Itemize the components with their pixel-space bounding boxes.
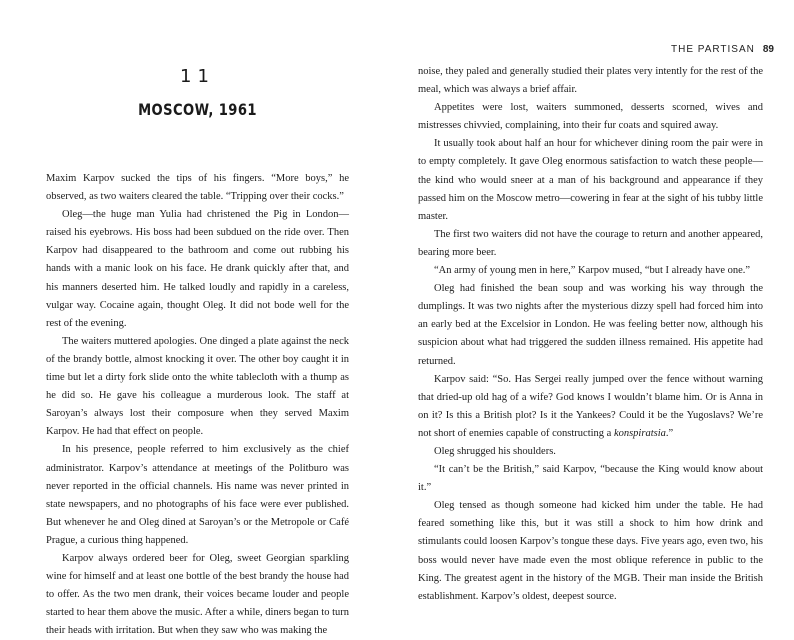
paragraph: In his presence, people referred to him exclusively as the chief administrator. Karpov’s attendance at meetings of the Politburo was never reported in the official channels. His name was never printed in state newspapers, and no photographs of his face were ever published. But whenever he and Oleg dined at Saroyan’s or the Metropole or Café Prague, a curious thing happened. [46,444,349,546]
paragraph: Karpov always ordered beer for Oleg, sweet Georgian sparkling wine for himself and at least one bottle of the best brandy the house had to offer. As the two men drank, their voices became louder and people started to hear them above the music. After a while, diners began to turn their heads with irritation. But when they saw who was making the [46,552,349,637]
left-page-body [46,170,349,640]
running-head [671,44,774,55]
paragraph-continued: noise, they paled and generally studied their plates very intently for the rest of the meal, which was always a brief affair. [418,66,763,96]
running-head-title: THE PARTISAN [671,44,755,55]
paragraph: The waiters muttered apologies. One dinged a plate against the neck of the brandy bottle, almost knocking it over. The other boy caught it in time but let a dirty fork slide onto the white tablecloth with a thump as he did so. He gave his colleague a murderous look. The staff at Saroyan’s always lost their composure when they served Maxim Karpov. He had that effect on people. [46,335,349,438]
paragraph: Karpov said: “So. Has Sergei really jumped over the fence without warning that dried-up old hag of a wife? God knows I wouldn’t blame him. Or is Anna in on it? Is this a British plot? Is it the Yankees? Could it be the Yugoslavs? We’re not short of enemies capable of constructing a konspiratsia.” [418,373,763,439]
left-page [0,0,397,637]
paragraph: Maxim Karpov sucked the tips of his fingers. “More boys,” he observed, as two waiters cleared the table. “Tripping over their cocks.” [46,173,349,203]
paragraph: It usually took about half an hour for whichever dining room the pair were in to empty completely. It gave Oleg enormous satisfaction to watch these people—the kind who would sneer at a man of his background and appearance if they passed him on the Moscow metro—cowering in fear at the sight of his tubby little master. [418,138,763,222]
paragraph: Oleg—the huge man Yulia had christened the Pig in London—raised his eyebrows. His boss had been subdued on the ride over. Then Karpov had disappeared to the bathroom and come out rubbing his hands with a manic look on his face. He drank quickly after that, and his manners deserted him. He talked loudly and rapidly in a careless, vulgar way. Cocaine again, thought Oleg. It did not bode well for the rest of the evening. [46,209,349,329]
chapter-title: MOSCOW, 1961 [138,100,257,119]
right-page [397,0,794,600]
italic-word: konspiratsia [613,427,666,439]
chapter-number: 11 [180,66,215,87]
paragraph: The first two waiters did not have the courage to return and another appeared, bearing more beer. [418,228,763,258]
paragraph: Oleg tensed as though someone had kicked him under the table. He had feared something like this, but it was still a shock to him how drink and stimulants could loosen Karpov’s tongue these days. Five years ago, even two, his boss would never have made even the most oblique reference in public to the King. The greatest agent in the history of the MGB. Their man inside the British establishment. Karpov’s oldest, deepest source. [418,500,763,602]
paragraph: Appetites were lost, waiters summoned, desserts scorned, wives and mistresses chivvied, complaining, into their fur coats and squired away. [418,102,763,132]
right-page-body [418,63,763,606]
paragraph: Oleg had finished the bean soup and was working his way through the dumplings. It was two nights after the mysterious dizzy spell had forced him into an early bed at the Excelsior in London. He was feeling better now, although his suspicion about what had triggered the sudden illness remained. His appetite had returned. [418,283,763,367]
page-number: 89 [762,44,774,55]
paragraph: “An army of young men in here,” Karpov mused, “but I already have one.” [434,265,751,277]
paragraph: “It can’t be the British,” said Karpov, “because the King would know about it.” [418,464,763,494]
paragraph: Oleg shrugged his shoulders. [434,445,556,457]
